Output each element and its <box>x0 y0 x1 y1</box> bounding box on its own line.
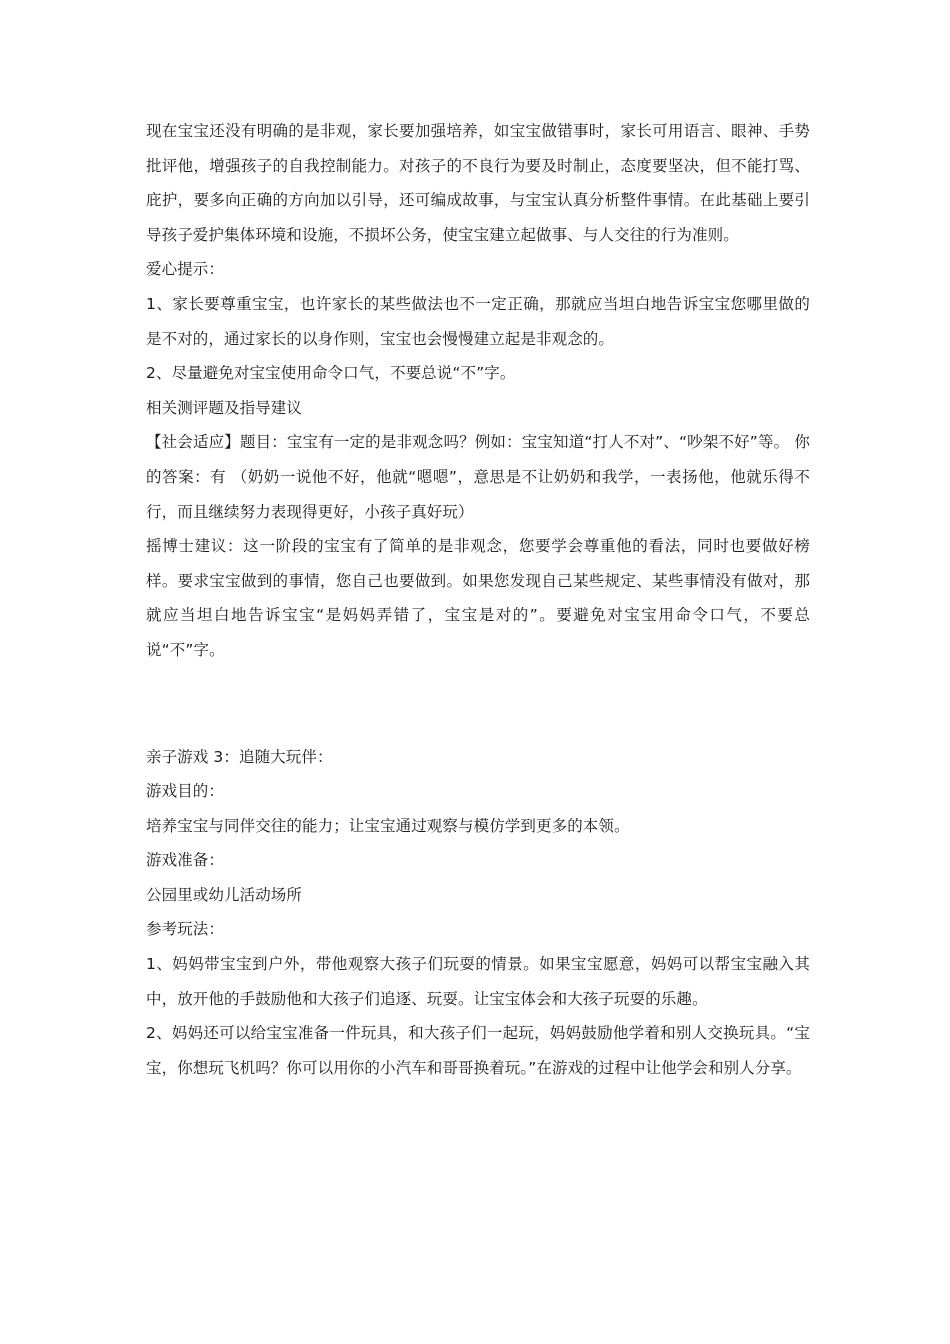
preparation-text: 公园里或幼儿活动场所 <box>146 885 303 904</box>
expert-advice: 摇博士建议：这一阶段的宝宝有了简单的是非观念，您要学会尊重他的看法，同时也要做好榜样。要求宝宝做到的事情，您自己也要做到。如果您发现自己某些规定、某些事情没有做对，那就应当坦白地告诉宝宝“是妈妈弄错了，宝宝是对的”。要避免对宝宝用命令口气，不要总说“不”字。 <box>146 537 810 659</box>
section-spacer <box>146 668 810 740</box>
tip-item-2: 2、尽量避免对宝宝使用命令口气，不要总说“不”字。 <box>146 364 516 383</box>
game-title: 亲子游戏 3：追随大玩伴： <box>146 747 333 766</box>
tip-item-1: 1、家长要尊重宝宝，也许家长的某些做法也不一定正确，那就应当坦白地告诉宝宝您哪里做的是不对的，通过家长的以身作则，宝宝也会慢慢建立起是非观念的。 <box>146 294 810 348</box>
document-page <box>146 114 810 1085</box>
tips-heading: 爱心提示： <box>146 260 225 279</box>
method-heading: 参考玩法： <box>146 920 225 939</box>
preparation-heading: 游戏准备： <box>146 851 225 870</box>
purpose-heading: 游戏目的： <box>146 782 225 801</box>
evaluation-heading: 相关测评题及指导建议 <box>146 398 303 417</box>
intro-paragraph: 现在宝宝还没有明确的是非观，家长要加强培养，如宝宝做错事时，家长可用语言、眼神、手势批评他，增强孩子的自我控制能力。对孩子的不良行为要及时制止，态度要坚决，但不能打骂、庇护，要多向正确的方向加以引导，还可编成故事，与宝宝认真分析整件事情。在此基础上要引导孩子爱护集体环境和设施，不损坏公务，使宝宝建立起做事、与人交往的行为准则。 <box>146 122 810 244</box>
method-step-2: 2、妈妈还可以给宝宝准备一件玩具，和大孩子们一起玩，妈妈鼓励他学着和别人交换玩具。“宝宝，你想玩飞机吗？你可以用你的小汽车和哥哥换着玩。”在游戏的过程中让他学会和别人分享。 <box>146 1024 810 1077</box>
method-step-1: 1、妈妈带宝宝到户外，带他观察大孩子们玩耍的情景。如果宝宝愿意，妈妈可以帮宝宝融入其中，放开他的手鼓励他和大孩子们追逐、玩耍。让宝宝体会和大孩子玩耍的乐趣。 <box>146 955 810 1008</box>
purpose-text: 培养宝宝与同伴交往的能力；让宝宝通过观察与模仿学到更多的本领。 <box>146 816 630 835</box>
evaluation-question: 【社会适应】题目：宝宝有一定的是非观念吗？例如：宝宝知道“打人不对”、“吵架不好”等。 你的答案：有 （奶奶一说他不好，他就“嗯嗯”，意思是不让奶奶和我学，一表扬他，他就乐得不行，而且继续努力表现得更好，小孩子真好玩） <box>146 433 810 521</box>
